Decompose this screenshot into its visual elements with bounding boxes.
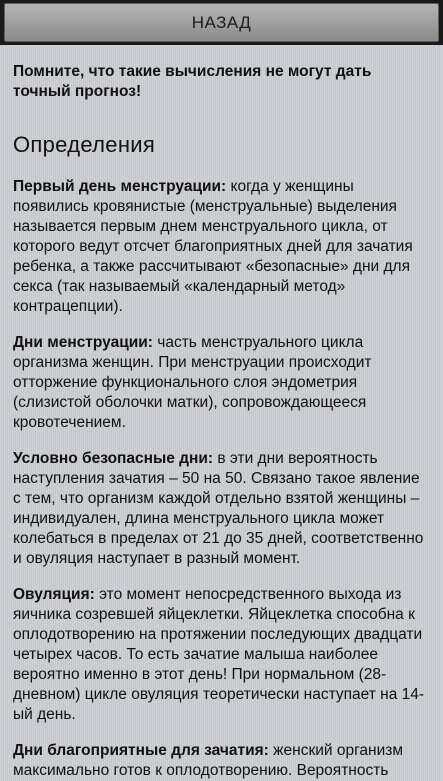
definition-safe-days xyxy=(13,449,431,569)
definition-fertile-days xyxy=(13,741,431,781)
definition-term: Условно безопасные дни: xyxy=(13,450,214,467)
warning-text: Помните, что такие вычисления не могут дать точный прогноз! xyxy=(13,63,372,100)
definition-text: часть менструального цикла организма женщин. При менструации происходит отторжение функционального слоя эндометрия (слизистой оболочки матки), сопровождающееся кровотечением. xyxy=(13,334,372,431)
definition-term: Дни менструации: xyxy=(13,334,153,351)
definition-menstruation-first-day xyxy=(13,177,431,317)
definition-text: когда у женщины появились кровянистые (менструальные) выделения называется первым днем менструального цикла, от которого ведут отсчет благоприятных дней для зачатия ребенка, а также рассчитывают «безопасные» дни для секса (так называемый «календарный метод» контрацепции). xyxy=(13,178,413,315)
definition-term: Овуляция: xyxy=(13,586,95,603)
back-button[interactable]: НАЗАД xyxy=(4,3,439,42)
definition-term: Первый день менструации: xyxy=(13,178,227,195)
main-content xyxy=(0,45,443,781)
definition-text: в эти дни вероятность наступления зачатия – 50 на 50. Связано такое явление с тем, что организм каждой отдельно взятой женщины – индивидуален, длина менструального цикла может колебаться в пределах от 21 до 35 дней, соответственно и овуляция наступает в разный момент. xyxy=(13,450,424,567)
definition-ovulation xyxy=(13,585,431,725)
section-title: Определения xyxy=(13,132,156,157)
definition-menstruation-days xyxy=(13,333,431,433)
definition-text: женский организм максимально готов к оплодотворению. Вероятность xyxy=(13,742,404,779)
definition-term: Дни благоприятные для зачатия: xyxy=(13,742,269,759)
definition-text: это момент непосредственного выхода из яичника созревшей яйцеклетки. Яйцеклетка способна к оплодотворению на протяжении последующих двадцати четырех часов. То есть зачатие малыша наиболее вероятно именно в этот день! При нормальном (28-дневном) цикле овуляция теоретически наступает на 14-ый день. xyxy=(13,586,425,723)
top-bar xyxy=(0,0,443,45)
